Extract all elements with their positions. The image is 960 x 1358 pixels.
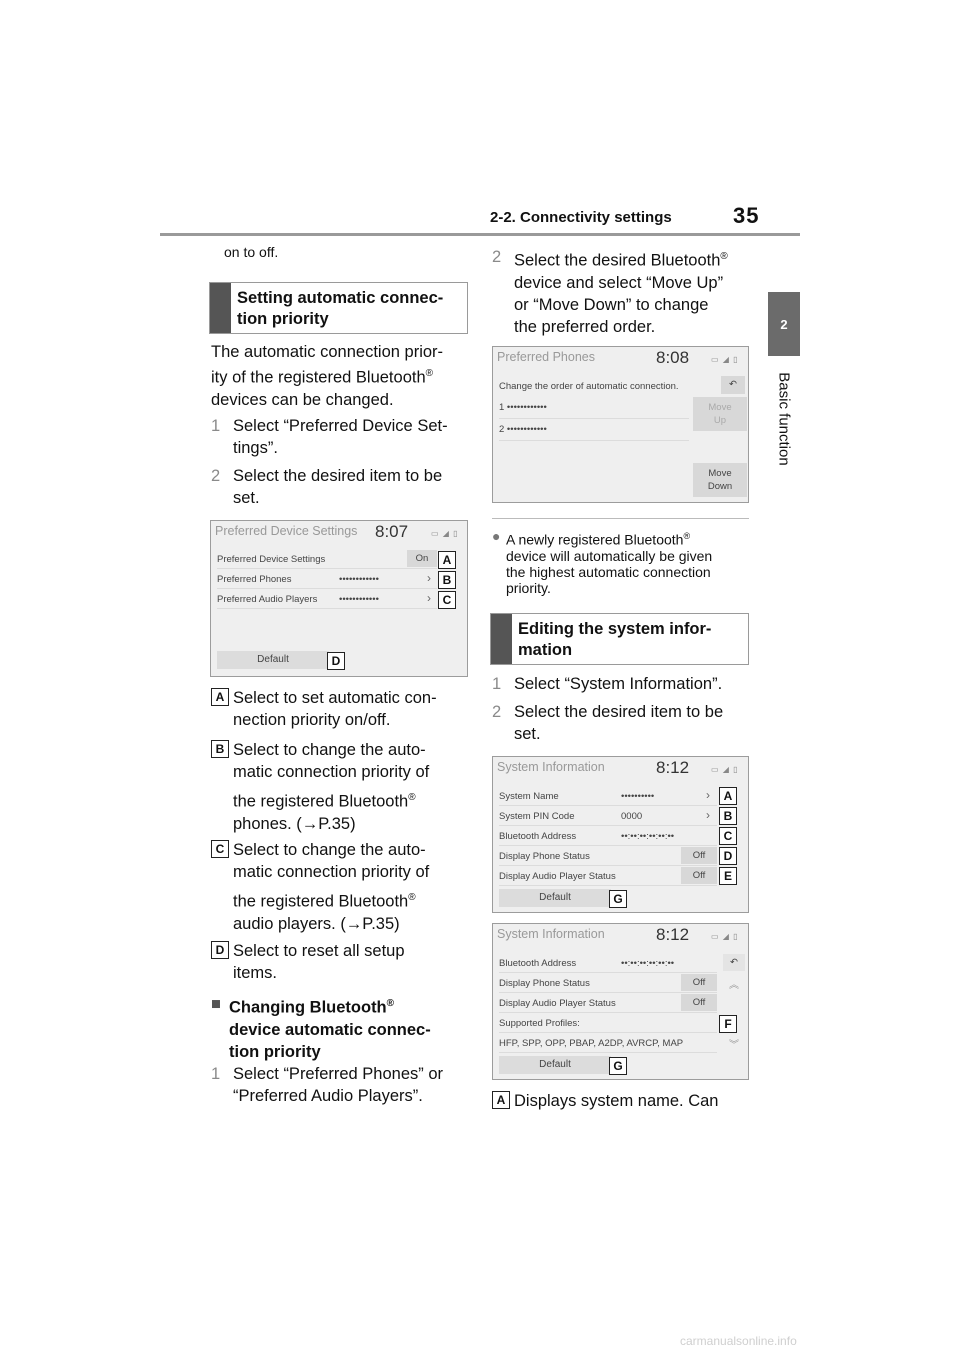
- desc-system-name: Displays system name. Can: [514, 1092, 719, 1110]
- page-number: 35: [733, 203, 760, 228]
- callout-d: D: [719, 847, 737, 865]
- row-display-audio-player-status[interactable]: Display Audio Player Status Off: [499, 866, 717, 886]
- paragraph-auto-priority: The automatic connection prior- ity of the registered Bluetooth® devices can be changed.: [211, 343, 444, 409]
- screen-system-information-2: [492, 923, 749, 1080]
- back-button[interactable]: ↶: [721, 376, 745, 394]
- toggle-off[interactable]: Off: [681, 847, 717, 864]
- callout-c: C: [719, 827, 737, 845]
- watermark: carmanualsonline.info: [680, 1334, 797, 1348]
- section-title: 2-2. Connectivity settings: [490, 209, 672, 226]
- row-system-name[interactable]: System Name •••••••••• ›: [499, 786, 717, 806]
- step-3: 1 Select “Preferred Phones” or “Preferred Audio Players”.: [211, 1065, 444, 1105]
- heading-text: Setting automatic connec- tion priority: [237, 289, 444, 328]
- scroll-down-icon[interactable]: ︾: [729, 1040, 739, 1051]
- subheading-changing-priority: ■ Changing Bluetooth® device automatic connec- tion priority: [211, 995, 431, 1061]
- chapter-tab: 2: [768, 292, 800, 356]
- row-preferred-phones[interactable]: Preferred Phones •••••••••••• ›: [217, 569, 437, 589]
- list-item[interactable]: 1 ••••••••••••: [499, 397, 689, 419]
- row-bluetooth-address: Bluetooth Address ••:••:••:••:••:••: [499, 826, 717, 846]
- intro-text: on to off.: [224, 244, 279, 260]
- label-a: A: [211, 688, 229, 706]
- move-down-button[interactable]: Move Down: [693, 463, 747, 497]
- row-preferred-audio-players[interactable]: Preferred Audio Players •••••••••••• ›: [217, 589, 437, 609]
- default-button[interactable]: Default: [499, 889, 611, 907]
- desc-c: Select to change the auto- matic connection priority of the registered Bluetooth® audio players. (→P.35): [233, 841, 430, 933]
- screen-clock: 8:07: [375, 522, 409, 541]
- callout-g: G: [609, 1057, 627, 1075]
- status-icons: ▭ ◢ ▯: [431, 529, 459, 538]
- callout-b: B: [438, 571, 456, 589]
- callout-e: E: [719, 867, 737, 885]
- callout-b: B: [719, 807, 737, 825]
- heading-box-auto-priority: [209, 282, 468, 334]
- status-icons: ▭ ◢ ▯: [711, 355, 739, 364]
- screen-clock: 8:12: [656, 925, 690, 944]
- screen-instruction: Change the order of automatic connection.: [499, 381, 679, 392]
- step-5: 1 Select “System Information”.: [492, 675, 723, 693]
- screen-title: System Information: [497, 927, 605, 941]
- row-supported-profiles: Supported Profiles:: [499, 1013, 717, 1033]
- square-bullet-icon: ■: [211, 995, 221, 1013]
- chevron-right-icon: ›: [427, 571, 431, 585]
- desc-b: Select to change the auto- matic connection priority of the registered Bluetooth® phones. (→P.35): [233, 741, 430, 833]
- label-d: D: [211, 941, 229, 959]
- row-profiles-list: HFP, SPP, OPP, PBAP, A2DP, AVRCP, MAP: [499, 1033, 717, 1053]
- toggle-off[interactable]: Off: [681, 867, 717, 884]
- screen-system-information-1: [492, 756, 749, 913]
- label-a-system-name: A: [492, 1091, 510, 1109]
- toggle-off[interactable]: Off: [681, 994, 717, 1011]
- heading-bar: [491, 614, 512, 664]
- step-1: 1 Select “Preferred Device Set- tings”.: [211, 417, 448, 457]
- callout-a: A: [719, 787, 737, 805]
- chevron-right-icon: ›: [427, 591, 431, 605]
- label-b: B: [211, 740, 229, 758]
- chapter-label-text: Basic function: [775, 372, 793, 466]
- note: ● A newly registered Bluetooth® device will automatically be given the highest automatic connection priority.: [492, 528, 713, 596]
- row-display-phone-status[interactable]: Display Phone Status Off: [499, 973, 717, 993]
- row-display-audio-player-status[interactable]: Display Audio Player Status Off: [499, 993, 717, 1013]
- default-button[interactable]: Default: [499, 1056, 611, 1074]
- screen-clock: 8:12: [656, 758, 690, 777]
- row-preferred-device-settings[interactable]: Preferred Device Settings On: [217, 549, 437, 569]
- heading-text: Editing the system infor- mation: [518, 620, 712, 659]
- screen-title: System Information: [497, 760, 605, 774]
- desc-a: Select to set automatic con- nection priority on/off.: [233, 689, 437, 729]
- heading-box-system-information: [490, 613, 749, 665]
- callout-f: F: [719, 1015, 737, 1033]
- header-rule: [160, 233, 800, 236]
- screen-title: Preferred Device Settings: [215, 524, 358, 538]
- row-system-pin-code[interactable]: System PIN Code 0000 ›: [499, 806, 717, 826]
- screen-clock: 8:08: [656, 348, 690, 367]
- step-6: 2 Select the desired item to be set.: [492, 703, 724, 743]
- toggle-on[interactable]: On: [407, 550, 437, 567]
- chevron-right-icon: ›: [706, 808, 710, 822]
- screen-preferred-phones: [492, 346, 749, 503]
- list-item[interactable]: 2 ••••••••••••: [499, 419, 689, 441]
- toggle-off[interactable]: Off: [681, 974, 717, 991]
- label-c: C: [211, 840, 229, 858]
- chapter-label: [763, 364, 805, 474]
- callout-c: C: [438, 591, 456, 609]
- callout-a: A: [438, 551, 456, 569]
- move-up-button[interactable]: Move Up: [693, 397, 747, 431]
- chevron-right-icon: ›: [706, 788, 710, 802]
- row-bluetooth-address: Bluetooth Address ••:••:••:••:••:••: [499, 953, 717, 973]
- callout-g: G: [609, 890, 627, 908]
- default-button[interactable]: Default: [217, 651, 329, 669]
- status-icons: ▭ ◢ ▯: [711, 932, 739, 941]
- desc-d: Select to reset all setup items.: [233, 942, 405, 982]
- step-2: 2 Select the desired item to be set.: [211, 467, 443, 507]
- heading-bar: [210, 283, 231, 333]
- screen-preferred-device-settings: [210, 520, 468, 677]
- row-display-phone-status[interactable]: Display Phone Status Off: [499, 846, 717, 866]
- scroll-up-icon[interactable]: ︽: [729, 980, 739, 991]
- status-icons: ▭ ◢ ▯: [711, 765, 739, 774]
- callout-d: D: [327, 652, 345, 670]
- screen-title: Preferred Phones: [497, 350, 595, 364]
- back-button[interactable]: ↶: [723, 954, 745, 971]
- step-4: 2 Select the desired Bluetooth® device and select “Move Up” or “Move Down” to change the preferred order.: [492, 248, 728, 336]
- round-bullet-icon: ●: [492, 528, 501, 544]
- divider: [492, 518, 749, 519]
